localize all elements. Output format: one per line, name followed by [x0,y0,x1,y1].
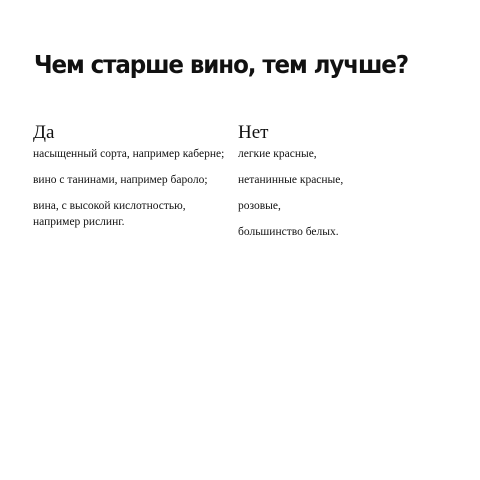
no-heading: Нет [238,122,269,143]
list-item: большинство белых. [238,226,339,238]
list-item: вино с танинами, например бароло; [33,174,208,186]
list-item: насыщенный сорта, например каберне; [33,148,225,160]
no-list [238,146,438,240]
list-item: вина, с высокой кислотностью, например рислинг. [33,200,186,228]
no-column [238,122,438,250]
yes-list [33,146,233,230]
list-item: нетанинные красные, [238,174,344,186]
yes-heading: Да [33,122,55,143]
page-title: Чем старше вино, тем лучше? [34,50,409,79]
list-item: розовые, [238,200,281,212]
yes-column [33,122,233,240]
list-item: легкие красные, [238,148,317,160]
